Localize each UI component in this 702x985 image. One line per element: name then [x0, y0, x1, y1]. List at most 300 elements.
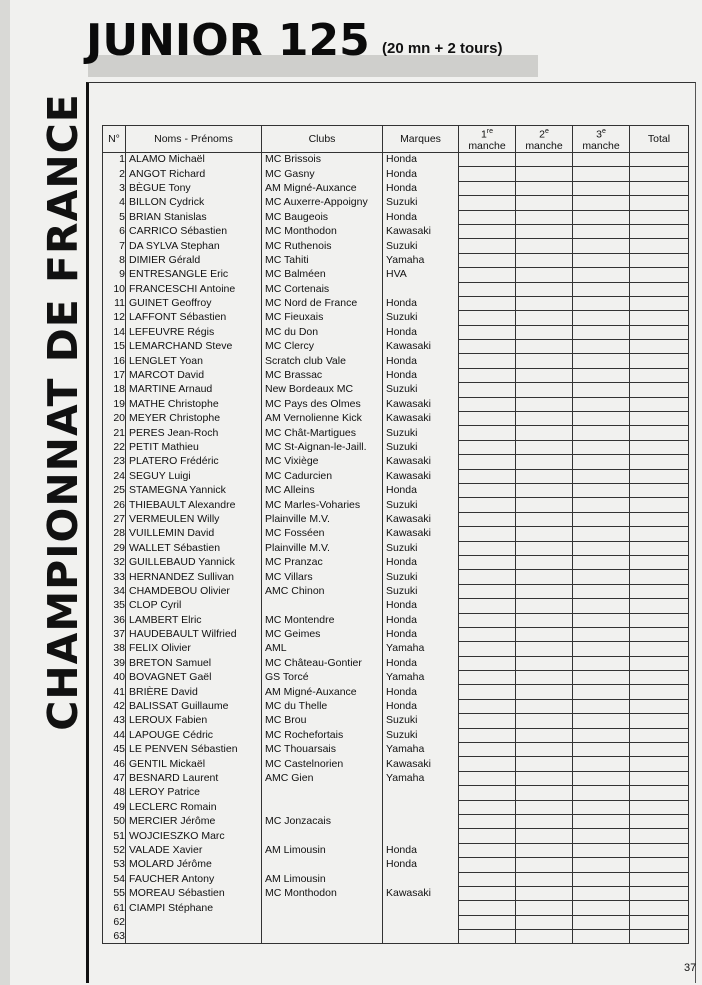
total-cell [630, 757, 689, 771]
manche-3-cell [573, 872, 630, 886]
table-row [103, 440, 689, 454]
total-cell [630, 368, 689, 382]
rider-number: 28 [103, 527, 126, 541]
manche-1-cell [459, 325, 516, 339]
manche-1-cell [459, 743, 516, 757]
manche-3-cell [573, 555, 630, 569]
rider-number: 23 [103, 455, 126, 469]
rider-brand: Honda [383, 685, 459, 699]
manche-1-cell [459, 714, 516, 728]
rider-name: MARCOT David [126, 368, 262, 382]
rider-name: MEYER Christophe [126, 412, 262, 426]
rider-club: MC Rochefortais [262, 728, 383, 742]
table-row [103, 757, 689, 771]
manche-3-suffix: e [601, 128, 606, 136]
manche-2-cell [516, 340, 573, 354]
manche-1-label: manche [468, 139, 506, 152]
rider-name: CHAMDEBOU Olivier [126, 584, 262, 598]
rider-club: MC Clercy [262, 340, 383, 354]
total-cell [630, 714, 689, 728]
rider-name: GENTIL Mickaël [126, 757, 262, 771]
rider-number: 53 [103, 858, 126, 872]
manche-2-cell [516, 325, 573, 339]
total-cell [630, 239, 689, 253]
rider-name: LEFEUVRE Régis [126, 325, 262, 339]
rider-name: BALISSAT Guillaume [126, 699, 262, 713]
rider-number: 24 [103, 469, 126, 483]
rider-club: AM Migné-Auxance [262, 685, 383, 699]
manche-3-cell [573, 527, 630, 541]
rider-club [262, 599, 383, 613]
rider-club: MC Château-Gontier [262, 656, 383, 670]
table-row [103, 296, 689, 310]
rider-club [262, 930, 383, 944]
manche-2-cell [516, 599, 573, 613]
total-cell [630, 627, 689, 641]
manche-1-cell [459, 455, 516, 469]
table-row [103, 483, 689, 497]
rider-number: 3 [103, 181, 126, 195]
total-cell [630, 383, 689, 397]
manche-1-cell [459, 483, 516, 497]
rider-brand: Yamaha [383, 743, 459, 757]
manche-1-cell [459, 527, 516, 541]
rider-number: 27 [103, 512, 126, 526]
manche-3-cell [573, 829, 630, 843]
manche-2-cell [516, 656, 573, 670]
rider-club: MC Cortenais [262, 282, 383, 296]
rider-brand: Honda [383, 167, 459, 181]
manche-1-cell [459, 340, 516, 354]
manche-3-cell [573, 397, 630, 411]
header-no: N° [103, 126, 126, 153]
manche-1-cell [459, 915, 516, 929]
rider-club: MC Cadurcien [262, 469, 383, 483]
rider-brand: Suzuki [383, 714, 459, 728]
manche-3-cell [573, 771, 630, 785]
manche-3-cell [573, 455, 630, 469]
rider-brand: Honda [383, 555, 459, 569]
total-cell [630, 541, 689, 555]
rider-number: 20 [103, 412, 126, 426]
manche-1-cell [459, 181, 516, 195]
rider-brand: Honda [383, 843, 459, 857]
rider-brand: Suzuki [383, 728, 459, 742]
manche-1-cell [459, 613, 516, 627]
rider-number: 40 [103, 671, 126, 685]
manche-1-cell [459, 599, 516, 613]
manche-1-cell [459, 412, 516, 426]
rider-name: BRETON Samuel [126, 656, 262, 670]
manche-3-cell [573, 800, 630, 814]
total-cell [630, 800, 689, 814]
manche-2-cell [516, 455, 573, 469]
rider-number: 49 [103, 800, 126, 814]
manche-2-cell [516, 167, 573, 181]
total-cell [630, 181, 689, 195]
manche-3-cell [573, 627, 630, 641]
manche-3-cell [573, 512, 630, 526]
manche-3-cell [573, 469, 630, 483]
rider-club: Scratch club Vale [262, 354, 383, 368]
rider-name: MERCIER Jérôme [126, 814, 262, 828]
rider-club: AMC Gien [262, 771, 383, 785]
table-row [103, 915, 689, 929]
manche-2-cell [516, 814, 573, 828]
manche-3-cell [573, 757, 630, 771]
manche-1-cell [459, 656, 516, 670]
total-cell [630, 527, 689, 541]
rider-brand: Kawasaki [383, 527, 459, 541]
total-cell [630, 915, 689, 929]
rider-brand: Kawasaki [383, 397, 459, 411]
rider-name [126, 930, 262, 944]
rider-club: MC Balméen [262, 268, 383, 282]
manche-1-cell [459, 282, 516, 296]
total-cell [630, 858, 689, 872]
rider-brand: Suzuki [383, 426, 459, 440]
rider-number: 10 [103, 282, 126, 296]
table-row [103, 671, 689, 685]
manche-2-cell [516, 239, 573, 253]
total-cell [630, 771, 689, 785]
rider-number: 5 [103, 210, 126, 224]
rider-club: MC Castelnorien [262, 757, 383, 771]
header-club: Clubs [262, 126, 383, 153]
manche-1-cell [459, 512, 516, 526]
table-row [103, 412, 689, 426]
results-body [103, 153, 689, 944]
total-cell [630, 671, 689, 685]
rider-brand: Honda [383, 296, 459, 310]
rider-number: 22 [103, 440, 126, 454]
rider-club: AMC Chinon [262, 584, 383, 598]
rider-brand: Suzuki [383, 383, 459, 397]
total-cell [630, 886, 689, 900]
rider-brand: Suzuki [383, 541, 459, 555]
rider-number: 63 [103, 930, 126, 944]
rider-name: HERNANDEZ Sullivan [126, 570, 262, 584]
total-cell [630, 325, 689, 339]
rider-number: 14 [103, 325, 126, 339]
rider-brand: HVA [383, 268, 459, 282]
rider-brand: Honda [383, 368, 459, 382]
manche-1-cell [459, 872, 516, 886]
rider-brand: Honda [383, 613, 459, 627]
rider-number: 15 [103, 340, 126, 354]
rider-number: 43 [103, 714, 126, 728]
manche-2-cell [516, 555, 573, 569]
total-cell [630, 412, 689, 426]
rider-name: DIMIER Gérald [126, 253, 262, 267]
table-row [103, 642, 689, 656]
rider-number: 18 [103, 383, 126, 397]
rider-name: GUINET Geoffroy [126, 296, 262, 310]
total-cell [630, 426, 689, 440]
manche-1-cell [459, 311, 516, 325]
rider-club: MC Auxerre-Appoigny [262, 196, 383, 210]
header-manche-3 [573, 126, 630, 153]
manche-1-cell [459, 153, 516, 167]
manche-3-cell [573, 383, 630, 397]
rider-club [262, 858, 383, 872]
manche-2-cell [516, 498, 573, 512]
manche-2-number: 2 [539, 128, 545, 141]
manche-1-cell [459, 541, 516, 555]
rider-brand: Suzuki [383, 440, 459, 454]
rider-club: MC Nord de France [262, 296, 383, 310]
header-manche-1 [459, 126, 516, 153]
manche-2-cell [516, 268, 573, 282]
rider-club: MC Ruthenois [262, 239, 383, 253]
rider-name: LAFFONT Sébastien [126, 311, 262, 325]
rider-name: ENTRESANGLE Eric [126, 268, 262, 282]
manche-3-cell [573, 613, 630, 627]
rider-brand: Yamaha [383, 671, 459, 685]
rider-club: MC Vixiège [262, 455, 383, 469]
rider-number: 8 [103, 253, 126, 267]
rider-number: 47 [103, 771, 126, 785]
rider-name: BRIAN Stanislas [126, 210, 262, 224]
rider-brand: Honda [383, 656, 459, 670]
rider-club: GS Torcé [262, 671, 383, 685]
rider-brand: Kawasaki [383, 469, 459, 483]
manche-2-cell [516, 153, 573, 167]
results-table [102, 125, 689, 944]
rider-brand: Yamaha [383, 253, 459, 267]
rider-number: 46 [103, 757, 126, 771]
total-cell [630, 872, 689, 886]
rider-name: MOLARD Jérôme [126, 858, 262, 872]
rider-brand: Kawasaki [383, 224, 459, 238]
total-cell [630, 699, 689, 713]
rider-name: VUILLEMIN David [126, 527, 262, 541]
table-row [103, 498, 689, 512]
manche-1-cell [459, 253, 516, 267]
rider-name: PERES Jean-Roch [126, 426, 262, 440]
rider-name: LEROUX Fabien [126, 714, 262, 728]
total-cell [630, 167, 689, 181]
manche-3-cell [573, 843, 630, 857]
manche-1-cell [459, 829, 516, 843]
manche-1-cell [459, 268, 516, 282]
manche-2-cell [516, 771, 573, 785]
table-row [103, 282, 689, 296]
manche-2-cell [516, 843, 573, 857]
rider-club: MC Fosséen [262, 527, 383, 541]
rider-brand: Honda [383, 483, 459, 497]
side-title-text: CHAMPIONNAT DE FRANCE [39, 93, 88, 731]
manche-3-cell [573, 181, 630, 195]
rider-brand: Suzuki [383, 196, 459, 210]
rider-name: WOJCIESZKO Marc [126, 829, 262, 843]
manche-2-cell [516, 412, 573, 426]
manche-1-cell [459, 843, 516, 857]
manche-3-cell [573, 210, 630, 224]
manche-1-cell [459, 699, 516, 713]
manche-2-cell [516, 901, 573, 915]
manche-3-cell [573, 915, 630, 929]
manche-1-cell [459, 800, 516, 814]
rider-brand: Honda [383, 699, 459, 713]
total-cell [630, 153, 689, 167]
rider-brand: Honda [383, 354, 459, 368]
rider-number: 42 [103, 699, 126, 713]
manche-2-suffix: e [544, 128, 549, 136]
manche-3-cell [573, 699, 630, 713]
manche-2-cell [516, 829, 573, 843]
manche-1-cell [459, 771, 516, 785]
manche-1-cell [459, 440, 516, 454]
total-cell [630, 829, 689, 843]
table-row [103, 800, 689, 814]
rider-name: ANGOT Richard [126, 167, 262, 181]
manche-3-cell [573, 901, 630, 915]
manche-3-cell [573, 426, 630, 440]
total-cell [630, 743, 689, 757]
rider-brand: Honda [383, 858, 459, 872]
rider-number: 50 [103, 814, 126, 828]
manche-3-cell [573, 498, 630, 512]
rider-number: 19 [103, 397, 126, 411]
table-row [103, 613, 689, 627]
manche-2-cell [516, 728, 573, 742]
manche-3-cell [573, 743, 630, 757]
manche-3-cell [573, 412, 630, 426]
rider-name: FRANCESCHI Antoine [126, 282, 262, 296]
rider-name: BÈGUE Tony [126, 181, 262, 195]
rider-name: CARRICO Sébastien [126, 224, 262, 238]
rider-club: MC Pranzac [262, 555, 383, 569]
table-row [103, 584, 689, 598]
rider-club: MC Tahiti [262, 253, 383, 267]
rider-number: 25 [103, 483, 126, 497]
rider-name: LEROY Patrice [126, 786, 262, 800]
header-manche-2 [516, 126, 573, 153]
table-row [103, 469, 689, 483]
total-cell [630, 311, 689, 325]
rider-number: 41 [103, 685, 126, 699]
manche-2-cell [516, 483, 573, 497]
rider-name: CLOP Cyril [126, 599, 262, 613]
manche-2-cell [516, 354, 573, 368]
table-row [103, 858, 689, 872]
rider-brand: Kawasaki [383, 455, 459, 469]
rider-club: Plainville M.V. [262, 512, 383, 526]
total-cell [630, 224, 689, 238]
rider-name: BOVAGNET Gaël [126, 671, 262, 685]
rider-number: 9 [103, 268, 126, 282]
table-row [103, 455, 689, 469]
manche-1-cell [459, 814, 516, 828]
table-row [103, 627, 689, 641]
rider-brand [383, 786, 459, 800]
rider-club: New Bordeaux MC [262, 383, 383, 397]
total-cell [630, 196, 689, 210]
rider-name: STAMEGNA Yannick [126, 483, 262, 497]
rider-number: 39 [103, 656, 126, 670]
table-row [103, 886, 689, 900]
rider-club: MC Fieuxais [262, 311, 383, 325]
rider-club [262, 800, 383, 814]
rider-brand [383, 901, 459, 915]
rider-club: MC Brissois [262, 153, 383, 167]
manche-2-cell [516, 757, 573, 771]
manche-3-cell [573, 728, 630, 742]
manche-1-cell [459, 296, 516, 310]
manche-3-cell [573, 239, 630, 253]
total-cell [630, 210, 689, 224]
total-cell [630, 599, 689, 613]
manche-2-cell [516, 311, 573, 325]
manche-2-cell [516, 872, 573, 886]
rider-number: 12 [103, 311, 126, 325]
manche-3-cell [573, 814, 630, 828]
total-cell [630, 843, 689, 857]
rider-name: MATHE Christophe [126, 397, 262, 411]
rider-name: VERMEULEN Willy [126, 512, 262, 526]
manche-3-cell [573, 153, 630, 167]
total-cell [630, 930, 689, 944]
manche-3-cell [573, 656, 630, 670]
table-row [103, 699, 689, 713]
table-row [103, 426, 689, 440]
rider-club: MC Geimes [262, 627, 383, 641]
manche-3-cell [573, 296, 630, 310]
manche-2-cell [516, 786, 573, 800]
rider-name: LAMBERT Elric [126, 613, 262, 627]
rider-number: 2 [103, 167, 126, 181]
rider-club: MC Pays des Olmes [262, 397, 383, 411]
table-row [103, 340, 689, 354]
total-cell [630, 613, 689, 627]
manche-1-cell [459, 368, 516, 382]
table-row [103, 829, 689, 843]
manche-1-cell [459, 671, 516, 685]
manche-1-cell [459, 196, 516, 210]
rider-name: WALLET Sébastien [126, 541, 262, 555]
manche-3-cell [573, 930, 630, 944]
rider-brand [383, 829, 459, 843]
manche-2-cell [516, 613, 573, 627]
rider-brand: Kawasaki [383, 886, 459, 900]
manche-1-cell [459, 786, 516, 800]
total-cell [630, 555, 689, 569]
rider-number: 61 [103, 901, 126, 915]
manche-3-cell [573, 311, 630, 325]
header-brand: Marques [383, 126, 459, 153]
rider-club: MC St-Aignan-le-Jaill. [262, 440, 383, 454]
manche-1-cell [459, 498, 516, 512]
total-cell [630, 570, 689, 584]
rider-name: SEGUY Luigi [126, 469, 262, 483]
rider-club: AM Vernolienne Kick [262, 412, 383, 426]
manche-1-cell [459, 901, 516, 915]
rider-name: LAPOUGE Cédric [126, 728, 262, 742]
table-row [103, 397, 689, 411]
table-row [103, 656, 689, 670]
manche-3-cell [573, 858, 630, 872]
rider-name: LECLERC Romain [126, 800, 262, 814]
manche-2-cell [516, 296, 573, 310]
rider-number: 54 [103, 872, 126, 886]
manche-1-cell [459, 930, 516, 944]
manche-1-cell [459, 584, 516, 598]
rider-number: 4 [103, 196, 126, 210]
total-cell [630, 268, 689, 282]
rider-brand [383, 930, 459, 944]
manche-2-cell [516, 671, 573, 685]
